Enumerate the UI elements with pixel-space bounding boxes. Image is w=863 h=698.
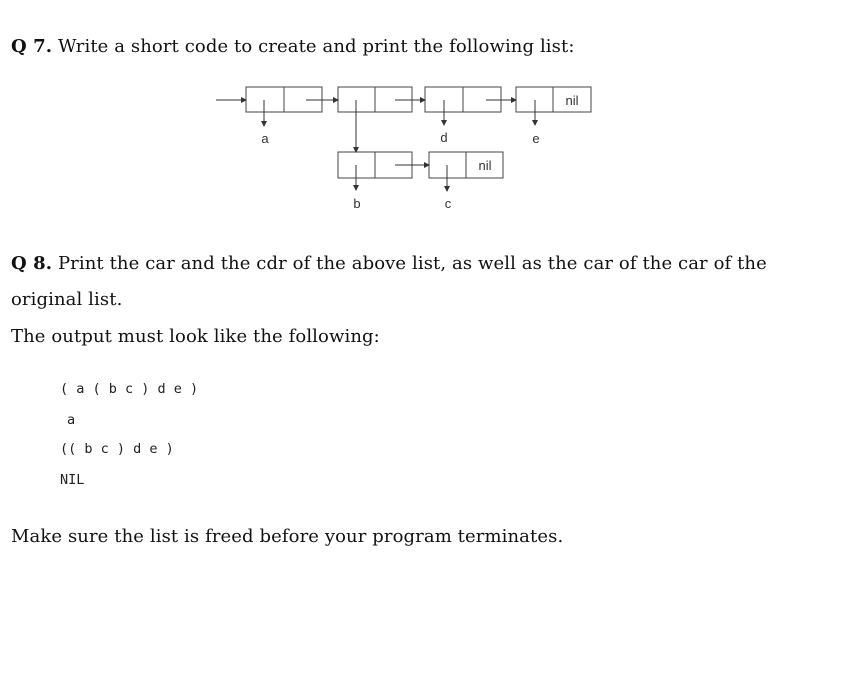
question-8-note: The output must look like the following: [11, 326, 380, 347]
atom-c: c [444, 196, 452, 211]
atom-e: e [532, 131, 540, 146]
output-line-2: a [67, 412, 76, 428]
output-line-1: ( a ( b c ) d e ) [60, 381, 199, 397]
nil-label: nil [478, 158, 492, 173]
question-7-text: Write a short code to create and print the following list: [57, 36, 575, 57]
output-line-4: NIL [60, 472, 85, 488]
cons-cell-diagram [0, 0, 863, 240]
atom-a: a [261, 131, 269, 146]
question-8-number: Q 8. [11, 253, 53, 274]
question-7-number: Q 7. [11, 36, 53, 57]
output-line-3: (( b c ) d e ) [60, 441, 174, 457]
footer-instruction: Make sure the list is freed before your program terminates. [11, 526, 564, 547]
atom-b: b [353, 196, 361, 211]
nil-label: nil [565, 93, 579, 108]
question-8-text: Print the car and the cdr of the above list, as well as the car of the car of the original list. [11, 253, 767, 310]
atom-d: d [440, 130, 448, 145]
question-8 [11, 246, 811, 318]
